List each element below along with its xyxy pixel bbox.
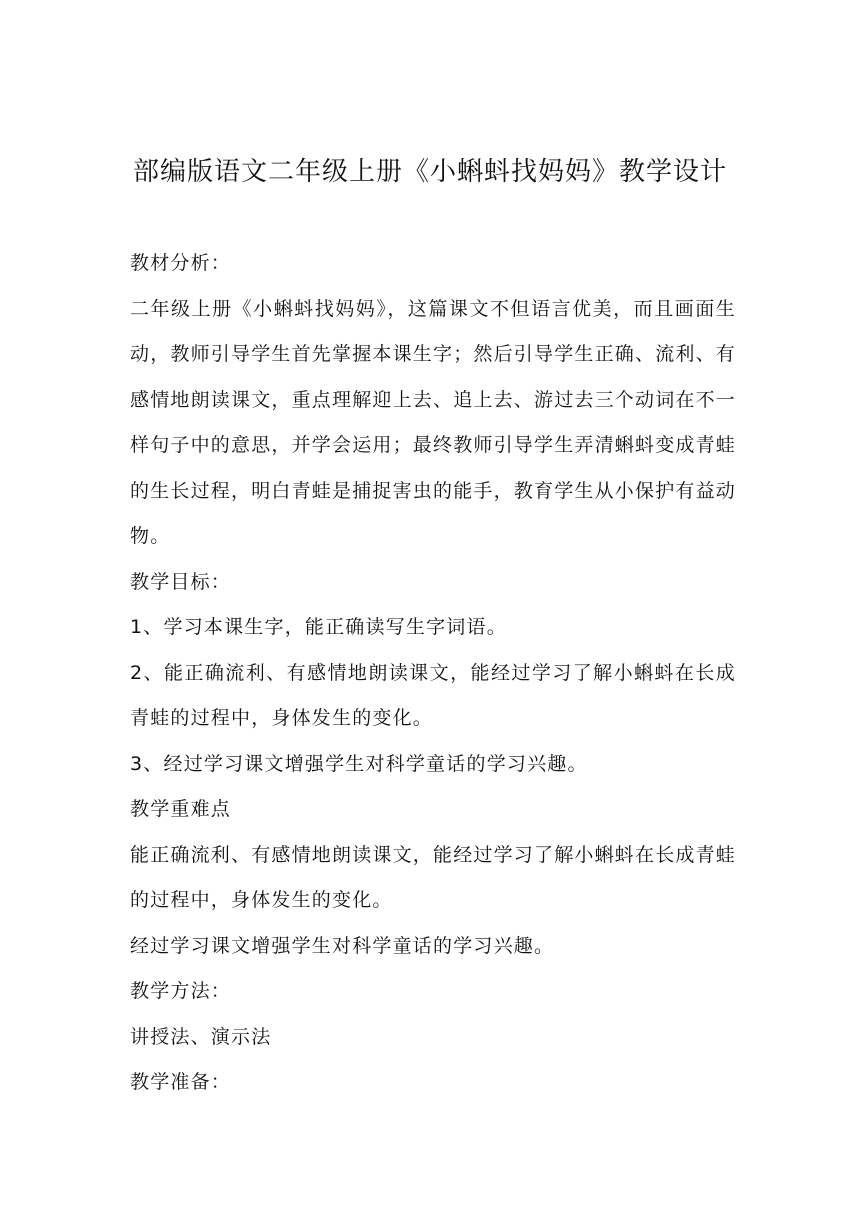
- document-title: 部编版语文二年级上册《小蝌蚪找妈妈》教学设计: [132, 157, 727, 187]
- paragraph-teaching-methods: 讲授法、演示法: [130, 1025, 272, 1048]
- section-heading-teaching-preparation: 教学准备：: [130, 1071, 232, 1093]
- section-heading-teaching-methods: 教学方法：: [130, 980, 232, 1002]
- section-heading-material-analysis: 教材分析：: [130, 252, 232, 274]
- document-body: [130, 241, 736, 1106]
- section-heading-key-points: 教学重难点: [130, 798, 232, 820]
- goal-item-1: 1、学习本课生字，能正确读写生字词语。: [130, 616, 507, 638]
- paragraph-key-point-2: 经过学习课文增强学生对科学童话的学习兴趣。: [130, 934, 555, 957]
- goal-item-2: 2、能正确流利、有感情地朗读课文，能经过学习了解小蝌蚪在长成青蛙的过程中，身体发生的变化。: [130, 661, 736, 729]
- section-heading-teaching-goals: 教学目标：: [130, 570, 232, 593]
- paragraph-material-analysis: 二年级上册《小蝌蚪找妈妈》，这篇课文不但语言优美，而且画面生动，教师引导学生首先掌握本课生字；然后引导学生正确、流利、有感情地朗读课文，重点理解迎上去、追上去、游过去三个动词在不一样句子中的意思，并学会运用；最终教师引导学生弄清蝌蚪变成青蛙的生长过程，明白青蛙是捕捉害虫的能手，教育学生从小保护有益动物。: [130, 297, 737, 547]
- goal-item-3: 3、经过学习课文增强学生对科学童话的学习兴趣。: [130, 752, 588, 775]
- paragraph-key-point-1: 能正确流利、有感情地朗读课文，能经过学习了解小蝌蚪在长成青蛙的过程中，身体发生的变化。: [130, 843, 737, 911]
